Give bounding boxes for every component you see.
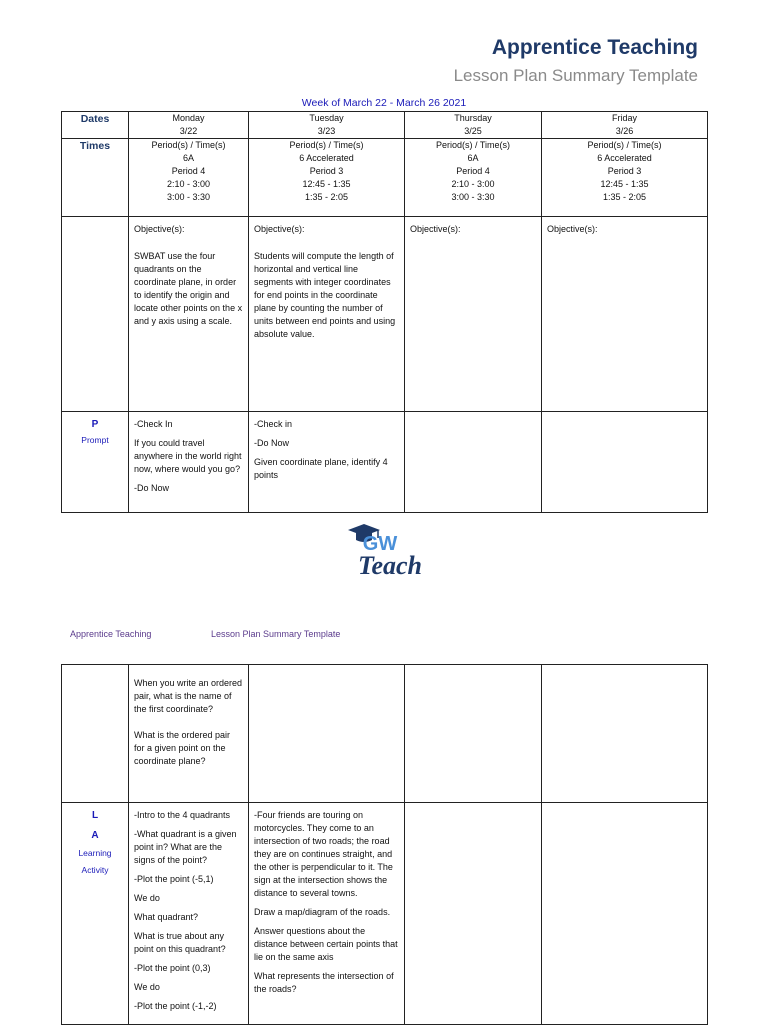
times-line: 6A bbox=[467, 153, 479, 163]
times-line: 6 Accelerated bbox=[597, 153, 652, 163]
activity-line: What quadrant? bbox=[134, 912, 199, 922]
times-line: 3:00 - 3:30 bbox=[166, 192, 211, 202]
objectives-label: Objective(s): bbox=[547, 224, 598, 234]
dates-row bbox=[62, 112, 708, 139]
prompt-row-label bbox=[62, 412, 129, 513]
times-line: Period(s) / Time(s) bbox=[587, 140, 662, 150]
activity-line: Draw a map/diagram of the roads. bbox=[254, 907, 391, 917]
question-line: When you write an ordered pair, what is the name of the first coordinate? bbox=[134, 678, 243, 714]
footer-right: Lesson Plan Summary Template bbox=[211, 629, 341, 639]
activity-line: -Plot the point (-5,1) bbox=[134, 874, 214, 884]
questions-tuesday bbox=[249, 665, 405, 803]
times-line: 12:45 - 1:35 bbox=[600, 179, 649, 189]
learning-label-1: Learning bbox=[78, 848, 112, 858]
day-name: Tuesday bbox=[309, 113, 344, 123]
learning-thursday bbox=[405, 803, 542, 1025]
activity-line: What represents the intersection of the roads? bbox=[254, 971, 394, 994]
times-line: Period 4 bbox=[171, 166, 206, 176]
objectives-tuesday bbox=[249, 217, 405, 412]
dates-label: Dates bbox=[62, 112, 129, 139]
prompt-line: Given coordinate plane, identify 4 points bbox=[254, 457, 388, 480]
day-header-friday bbox=[542, 112, 708, 139]
times-line: 6A bbox=[182, 153, 194, 163]
prompt-row bbox=[62, 412, 708, 513]
activity-line: -Plot the point (0,3) bbox=[134, 963, 211, 973]
questions-row bbox=[62, 665, 708, 803]
logo-text-bottom: Teach bbox=[357, 551, 423, 580]
questions-friday bbox=[542, 665, 708, 803]
times-friday bbox=[542, 139, 708, 217]
prompt-line: -Check in bbox=[254, 419, 293, 429]
activity-line: What is true about any point on this quadrant? bbox=[134, 931, 226, 954]
objectives-label: Objective(s): bbox=[134, 224, 185, 234]
objectives-thursday bbox=[405, 217, 542, 412]
times-line: Period 3 bbox=[607, 166, 642, 176]
objectives-row-label bbox=[62, 217, 129, 412]
questions-thursday bbox=[405, 665, 542, 803]
questions-monday bbox=[129, 665, 249, 803]
day-date: 3/25 bbox=[464, 126, 482, 136]
day-date: 3/23 bbox=[317, 126, 336, 136]
times-tuesday bbox=[249, 139, 405, 217]
objectives-label: Objective(s): bbox=[410, 224, 461, 234]
activity-line: Answer questions about the distance between certain points that lie on the same axis bbox=[254, 926, 398, 962]
objectives-label: Objective(s): bbox=[254, 224, 305, 234]
times-monday bbox=[129, 139, 249, 217]
day-name: Thursday bbox=[454, 113, 492, 123]
objectives-text: Students will compute the length of horizontal and vertical line segments with integer coordinates for end points in the coordinate plane by counting the number of units between end points and using absolute value. bbox=[254, 251, 396, 339]
times-line: 12:45 - 1:35 bbox=[302, 179, 351, 189]
day-header-tuesday bbox=[249, 112, 405, 139]
prompt-letter: P bbox=[91, 419, 99, 430]
learning-friday bbox=[542, 803, 708, 1025]
times-line: 6 Accelerated bbox=[299, 153, 354, 163]
lesson-table-bottom bbox=[61, 664, 708, 1025]
times-line: 3:00 - 3:30 bbox=[451, 192, 495, 202]
questions-row-label bbox=[62, 665, 129, 803]
day-header-monday bbox=[129, 112, 249, 139]
objectives-text: SWBAT use the four quadrants on the coordinate plane, in order to identify the origin and locate other points on the x and y axis using a scale. bbox=[134, 251, 243, 326]
times-line: Period(s) / Time(s) bbox=[289, 140, 364, 150]
week-range: Week of March 22 - March 26 2021 bbox=[301, 97, 467, 109]
activity-line: We do bbox=[134, 893, 160, 903]
day-date: 3/22 bbox=[179, 126, 198, 136]
prompt-label: Prompt bbox=[81, 435, 109, 445]
activity-line: -Four friends are touring on motorcycles. They come to an intersection of two roads; the road they are on continues straight, and the other is perpendicular to it. The sign at the intersection shows the distance to several towns. bbox=[254, 810, 393, 898]
logo-text-top: GW bbox=[362, 533, 398, 555]
learning-row-label bbox=[62, 803, 129, 1025]
prompt-tuesday bbox=[249, 412, 405, 513]
day-name: Monday bbox=[172, 113, 205, 123]
gw-teach-logo bbox=[340, 520, 440, 580]
document-subtitle: Lesson Plan Summary Template bbox=[453, 66, 698, 85]
times-label: Times bbox=[62, 139, 129, 217]
times-thursday bbox=[405, 139, 542, 217]
times-row bbox=[62, 139, 708, 217]
learning-monday bbox=[129, 803, 249, 1025]
times-line: Period 3 bbox=[309, 166, 344, 176]
prompt-line: -Check In bbox=[134, 419, 173, 429]
prompt-line: -Do Now bbox=[254, 438, 290, 448]
prompt-line: -Do Now bbox=[134, 483, 170, 493]
times-line: Period 4 bbox=[456, 166, 490, 176]
times-line: Period(s) / Time(s) bbox=[435, 140, 510, 150]
prompt-monday bbox=[129, 412, 249, 513]
footer-left: Apprentice Teaching bbox=[70, 629, 152, 639]
objectives-monday bbox=[129, 217, 249, 412]
day-header-thursday bbox=[405, 112, 542, 139]
lesson-table-top bbox=[61, 111, 708, 513]
times-line: 2:10 - 3:00 bbox=[451, 179, 495, 189]
activity-line: -What quadrant is a given point in? What are the signs of the point? bbox=[134, 829, 237, 865]
learning-tuesday bbox=[249, 803, 405, 1025]
times-line: 1:35 - 2:05 bbox=[602, 192, 647, 202]
document-title: Apprentice Teaching bbox=[491, 36, 698, 59]
objectives-friday bbox=[542, 217, 708, 412]
activity-line: -Plot the point (-1,-2) bbox=[134, 1001, 217, 1011]
prompt-friday bbox=[542, 412, 708, 513]
prompt-thursday bbox=[405, 412, 542, 513]
learning-letter-l: L bbox=[91, 810, 99, 821]
activity-line: We do bbox=[134, 982, 160, 992]
times-line: 2:10 - 3:00 bbox=[166, 179, 211, 189]
learning-letter-a: A bbox=[91, 830, 99, 841]
prompt-line: If you could travel anywhere in the world right now, where would you go? bbox=[134, 438, 242, 474]
times-line: Period(s) / Time(s) bbox=[151, 140, 226, 150]
objectives-row bbox=[62, 217, 708, 412]
activity-line: -Intro to the 4 quadrants bbox=[134, 810, 231, 820]
learning-label-2: Activity bbox=[81, 865, 109, 875]
day-name: Friday bbox=[611, 113, 637, 123]
learning-activity-row bbox=[62, 803, 708, 1025]
times-line: 1:35 - 2:05 bbox=[304, 192, 349, 202]
day-date: 3/26 bbox=[615, 126, 634, 136]
question-line: What is the ordered pair for a given point on the coordinate plane? bbox=[134, 730, 231, 766]
